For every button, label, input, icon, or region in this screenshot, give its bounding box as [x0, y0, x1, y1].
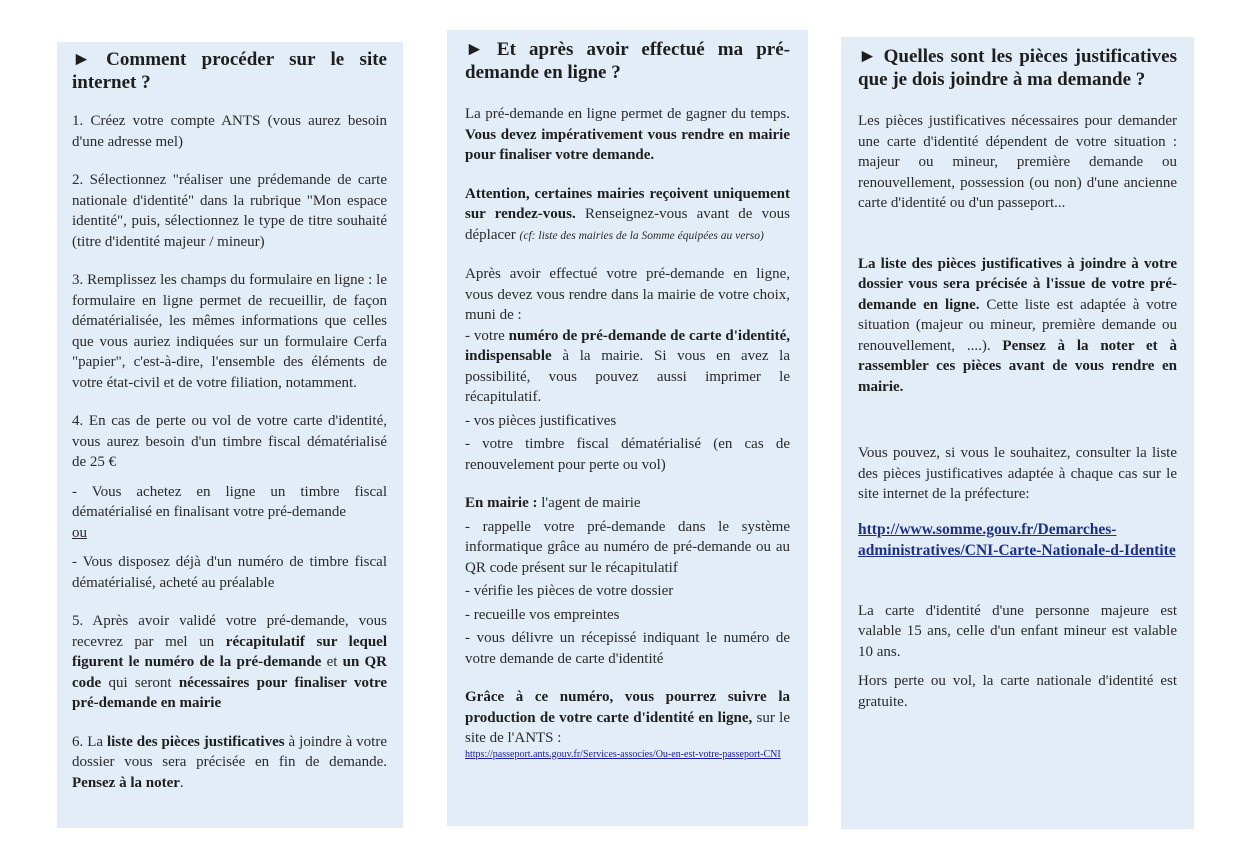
- step-4-option-b: - Vous disposez déjà d'un numéro de timbre fiscal dématérialisé, acheté au préalable: [72, 554, 387, 591]
- panel-after-predemand: [447, 30, 808, 826]
- paragraph-intro: La pré-demande en ligne permet de gagner du temps. Vous devez impérativement vous rendre en mairie pour finaliser votre demande.: [465, 106, 790, 163]
- paragraph-documents-depend: Les pièces justificatives nécessaires pour demander une carte d'identité dépendent de votre situation : majeur ou mineur, première demande ou renouvellement, possession (ou non) d'une ancienne carte d'identité ou d'un passeport...: [858, 113, 1177, 211]
- step-4-or: ou: [72, 524, 87, 541]
- item-receipt: - vous délivre un récepissé indiquant le numéro de votre demande de carte d'identité: [465, 630, 790, 667]
- item-verify: - vérifie les pièces de votre dossier: [465, 583, 674, 599]
- ants-tracking-link[interactable]: https://passeport.ants.gouv.fr/Services-associes/Ou-en-est-votre-passeport-CNI: [465, 748, 781, 760]
- paragraph-consult: Vous pouvez, si vous le souhaitez, consulter la liste des pièces justificatives adaptée à chaque cas sur le site internet de la préfecture:: [858, 445, 1177, 502]
- paragraph-requirements: Après avoir effectué votre pré-demande en ligne, vous devez vous rendre dans la mairie de votre choix, muni de :: [465, 266, 790, 323]
- paragraph-documents-list: La liste des pièces justificatives à joindre à votre dossier vous sera précisée à l'issue de votre pré-demande en ligne. Cette liste est adaptée à votre situation (majeur ou mineur, première demande ou renouvellement, ....). Pensez à la noter et à rassembler ces pièces avant de vous rendre en mairie.: [858, 255, 1177, 395]
- paragraph-validity: La carte d'identité d'une personne majeure est valable 15 ans, celle d'un enfant mineur est valable 10 ans.: [858, 602, 1177, 660]
- item-predemand-number: - votre numéro de pré-demande de carte d'identité, indispensable à la mairie. Si vous en avez la possibilité, vous pouvez aussi imprimer le récapitulatif.: [465, 327, 790, 405]
- step-4-option-a: - Vous achetez en ligne un timbre fiscal dématérialisé en finalisant votre pré-demande: [72, 483, 387, 520]
- item-documents: - vos pièces justificatives: [465, 412, 617, 429]
- panel-supporting-documents: [841, 37, 1194, 829]
- section-title: ► Et après avoir effectué ma pré-demande en ligne ?: [465, 39, 790, 83]
- item-recall: - rappelle votre pré-demande dans le système informatique grâce au numéro de pré-demande ou au QR code présent sur le récapitulatif: [465, 518, 790, 576]
- paragraph-attention: Attention, certaines mairies reçoivent uniquement sur rendez-vous. Renseignez-vous avant de vous déplacer (cf: liste des mairies de la Somme équipées au verso): [465, 185, 791, 243]
- step-1: 1. Créez votre compte ANTS (vous aurez besoin d'une adresse mel): [72, 113, 387, 150]
- step-5: 5. Après avoir validé votre pré-demande, vous recevrez par mel un récapitulatif sur lequel figurent le numéro de la pré-demande et un QR code qui seront nécessaires pour finaliser votre pré-demande en mairie: [72, 613, 388, 711]
- item-tax-stamp: - votre timbre fiscal dématérialisé (en cas de renouvelement pour perte ou vol): [465, 436, 790, 473]
- step-4: 4. En cas de perte ou vol de votre carte d'identité, vous aurez besoin d'un timbre fiscal dématérialisé de 25 €: [72, 413, 387, 470]
- step-2: 2. Sélectionnez "réaliser une prédemande de carte nationale d'identité" dans la rubrique "Mon espace identité", puis, sélectionnez le type de titre souhaité (titre d'identité majeur / mineur): [72, 172, 387, 250]
- step-3: 3. Remplissez les champs du formulaire en ligne : le formulaire en ligne permet de recueillir, de façon dématérialisée, les mêmes informations que celles que vous auriez indiquées sur un formulaire Cerfa "papier", c'est-à-dire, l'ensemble des éléments de votre état-civil et de votre filiation, notamment.: [72, 272, 387, 391]
- paragraph-tracking: Grâce à ce numéro, vous pourrez suivre la production de votre carte d'identité en ligne, sur le site de l'ANTS :: [465, 689, 790, 746]
- step-6: 6. La liste des pièces justificatives à joindre à votre dossier vous sera précisée en fin de demande. Pensez à la noter.: [72, 733, 388, 791]
- section-title: ► Quelles sont les pièces justificatives que je dois joindre à ma demande ?: [858, 46, 1177, 90]
- paragraph-free: Hors perte ou vol, la carte nationale d'identité est gratuite.: [858, 673, 1177, 710]
- prefecture-link[interactable]: http://www.somme.gouv.fr/Demarches-administratives/CNI-Carte-Nationale-d-Identite: [858, 520, 1176, 559]
- section-title: ► Comment procéder sur le site internet ?: [72, 49, 387, 93]
- item-fingerprints: - recueille vos empreintes: [465, 606, 620, 623]
- panel-procedure: [57, 42, 403, 828]
- paragraph-town-hall: En mairie : l'agent de mairie: [465, 495, 641, 511]
